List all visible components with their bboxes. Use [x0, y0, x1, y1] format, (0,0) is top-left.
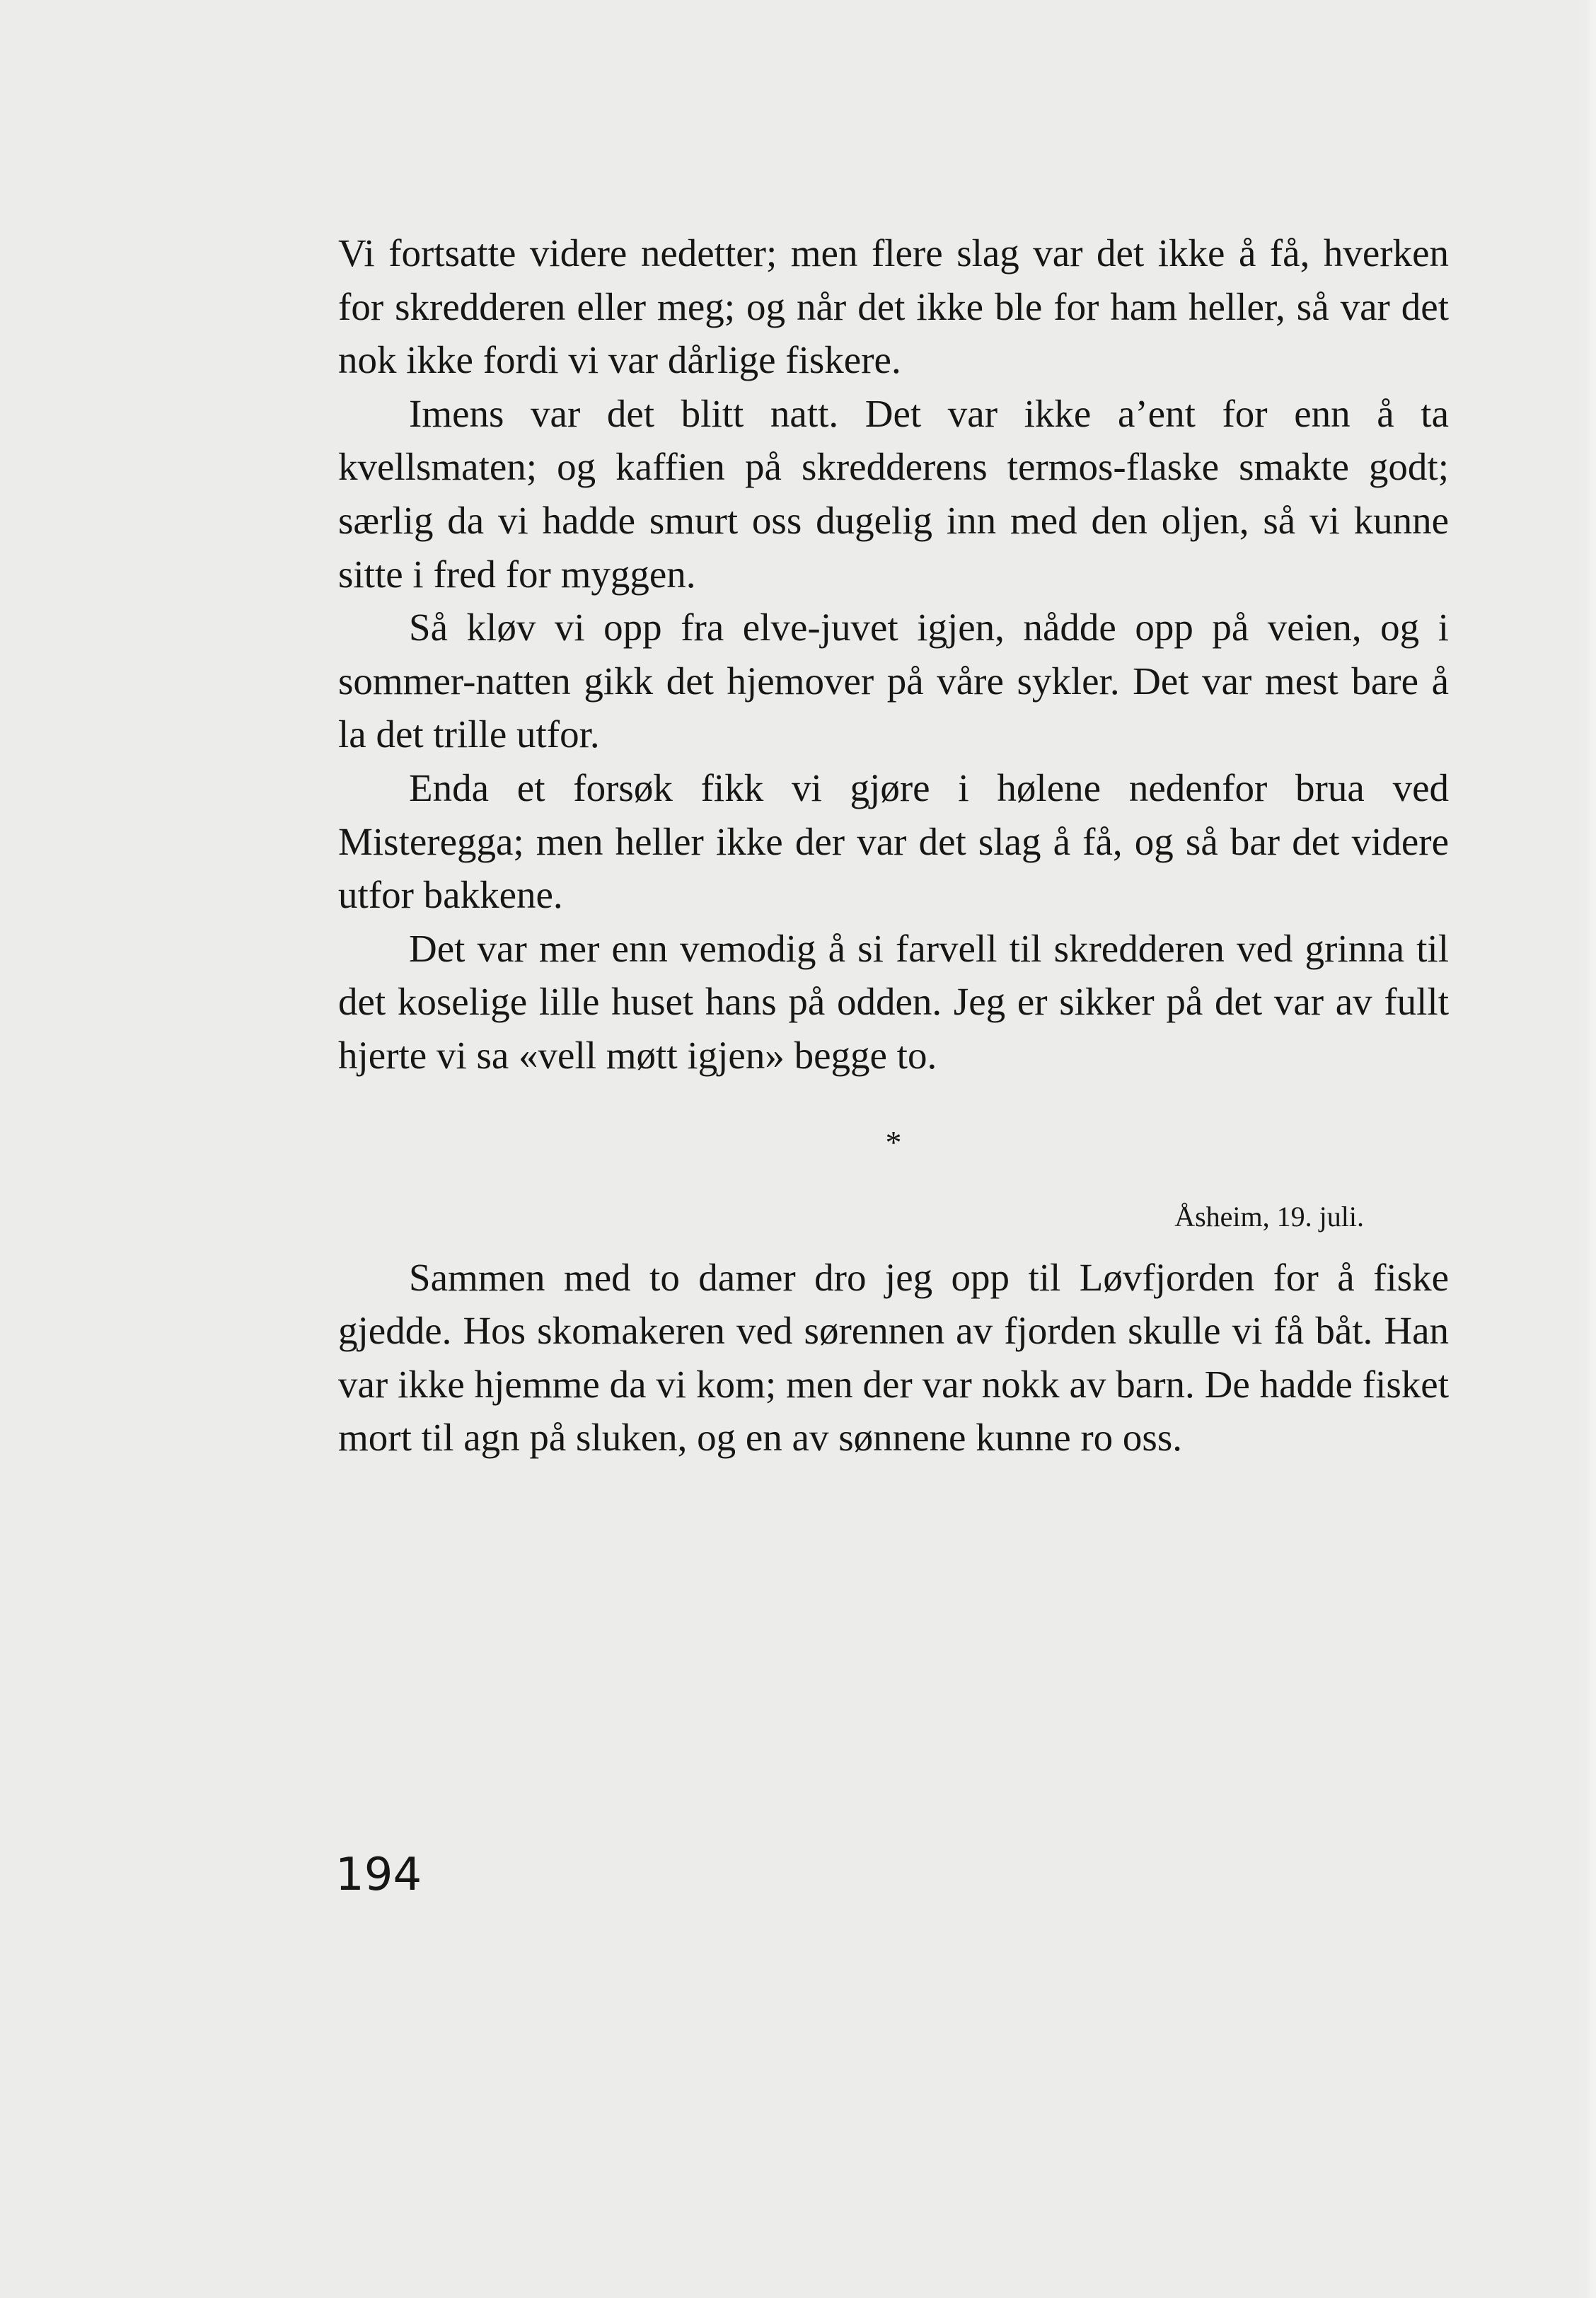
page-number: 194 — [335, 1849, 422, 1901]
body-text — [338, 226, 1449, 1465]
paragraph: Imens var det blitt natt. Det var ikke a’ent for enn å ta kvellsmaten; og kaffien på skredderens termos-flaske smakte godt; særlig da vi hadde smurt oss dugelig inn med den oljen, så vi kunne sitte i fred for myggen. — [338, 391, 1449, 596]
dateline: Åsheim, 19. juli. — [1174, 1200, 1364, 1232]
page-edge — [1583, 0, 1596, 2298]
paragraph: Enda et forsøk fikk vi gjøre i hølene nedenfor brua ved Misteregga; men heller ikke der var det slag å få, og så bar det videre utfor bakkene. — [338, 766, 1449, 917]
paragraph: Vi fortsatte videre nedetter; men flere slag var det ikke å få, hverken for skredderen eller meg; og når det ikke ble for ham heller, så var det nok ikke fordi vi var dårlige fiskere. — [338, 231, 1449, 382]
section-separator: * — [885, 1124, 902, 1160]
paragraph: Det var mer enn vemodig å si farvell til skredderen ved grinna til det koselige lille huset hans på odden. Jeg er sikker på det var av fullt hjerte vi sa «vell møtt igjen» begge to. — [338, 926, 1449, 1077]
paragraph: Sammen med to damer dro jeg opp til Løvfjorden for å fiske gjedde. Hos skomakeren ved sørennen av fjorden skulle vi få båt. Han var ikke hjemme da vi kom; men der var nokk av barn. De hadde fisket mort til agn på sluken, og en av sønnene kunne ro oss. — [338, 1255, 1449, 1460]
paragraph: Så kløv vi opp fra elve-juvet igjen, nådde opp på veien, og i sommer-natten gikk det hjemover på våre sykler. Det var mest bare å la det trille utfor. — [338, 606, 1449, 756]
